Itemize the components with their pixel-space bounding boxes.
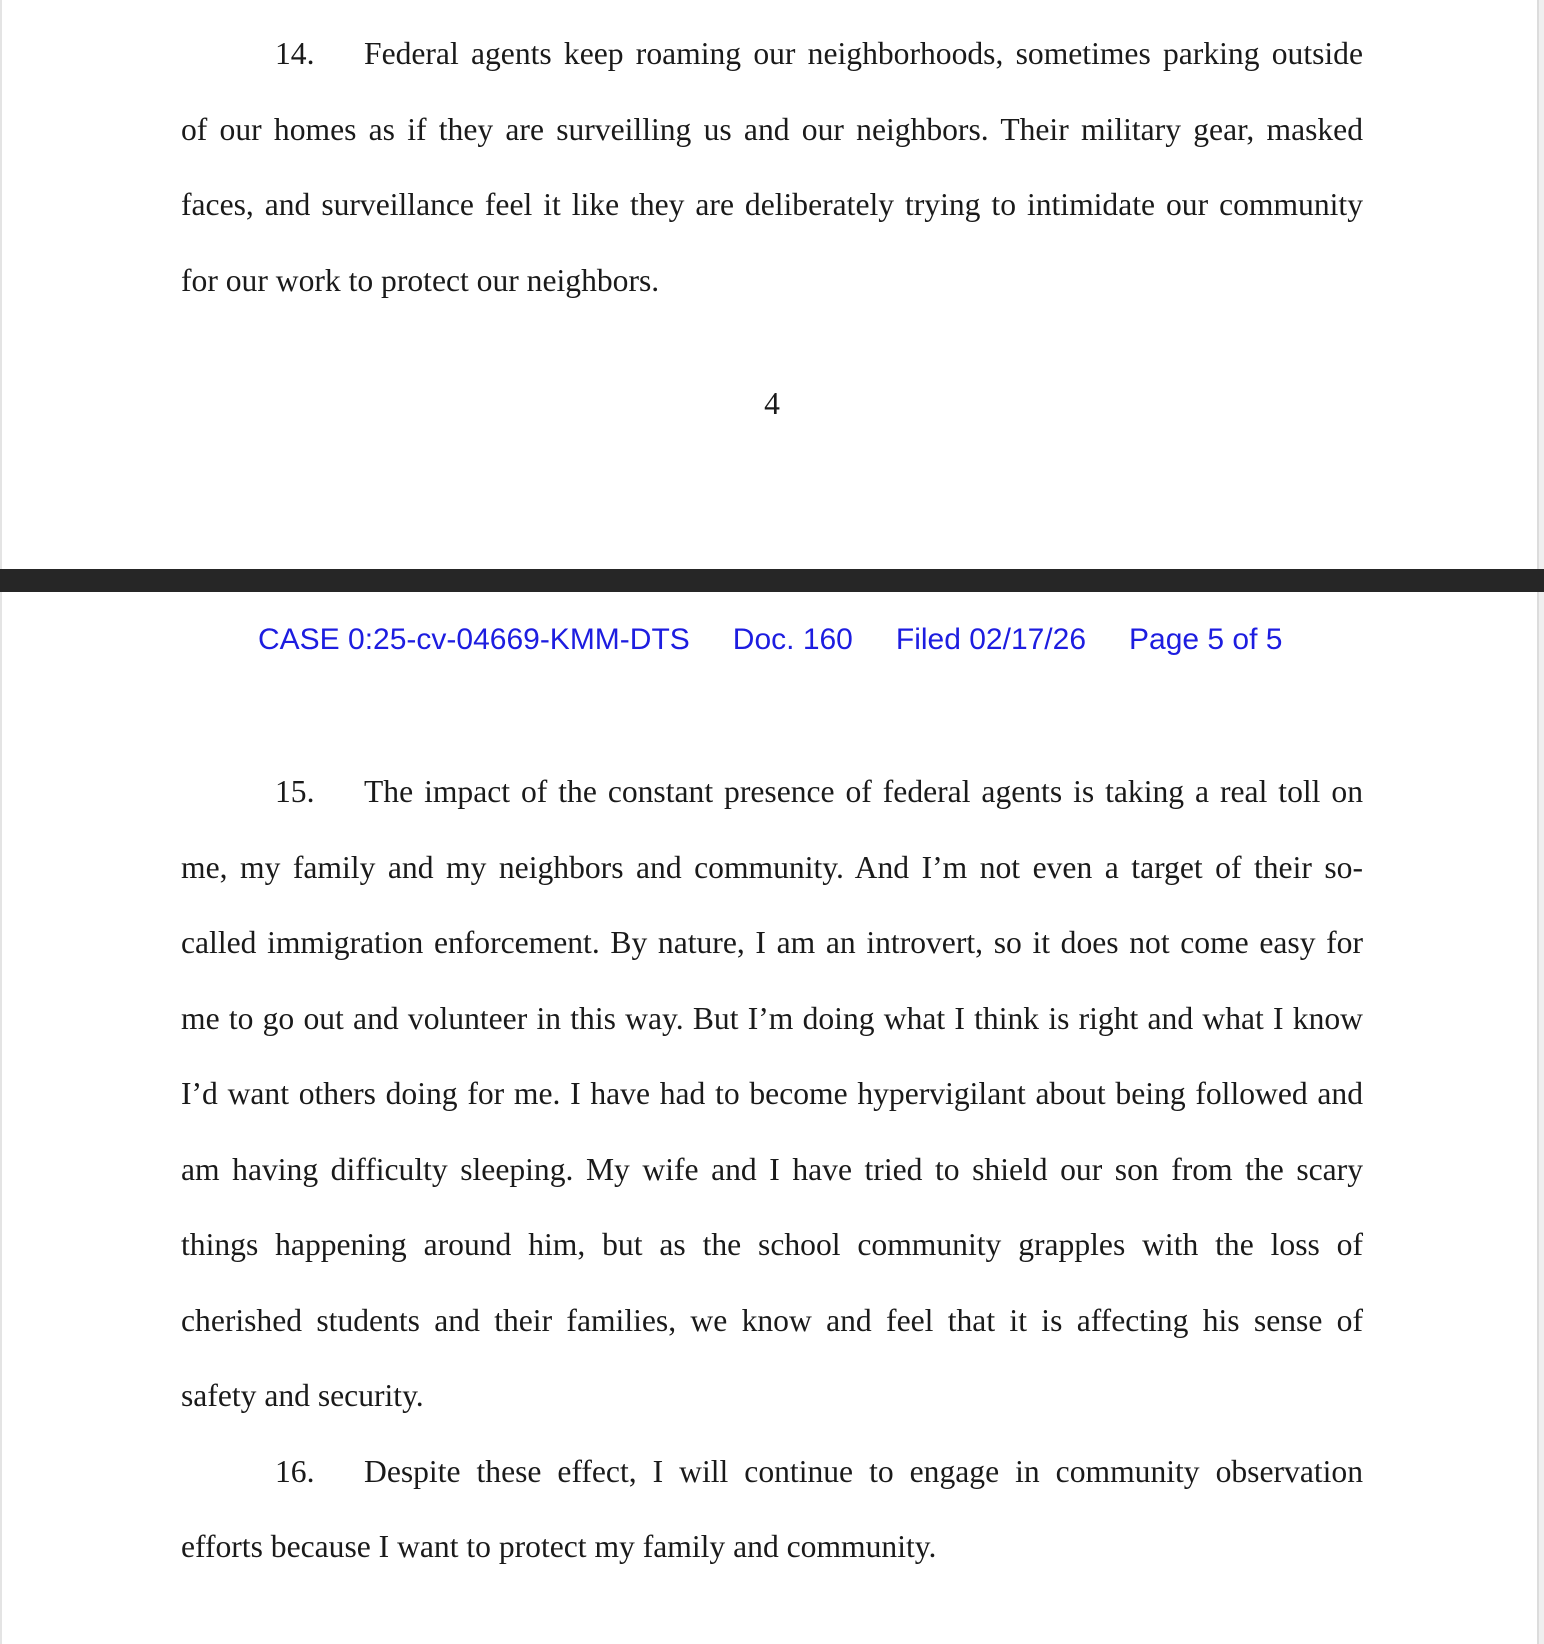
paragraph-line: faces, and surveillance feel it like they are deliberately trying to intimidate our community <box>181 187 1363 222</box>
paragraph-line: things happening around him, but as the school community grapples with the loss of <box>181 1227 1363 1262</box>
paragraph-line-text: The impact of the constant presence of federal agents is taking a real toll on <box>364 774 1363 809</box>
page-edge-left <box>0 0 2 1644</box>
paragraph-line: called immigration enforcement. By nature, I am an introvert, so it does not come easy for <box>181 925 1363 960</box>
previous-page-body <box>181 16 1363 318</box>
paragraph-line: of our homes as if they are surveilling us and our neighbors. Their military gear, masked <box>181 111 1363 147</box>
paragraph-line <box>181 754 1363 830</box>
paragraph-line: efforts because I want to protect my family and community. <box>181 1529 937 1564</box>
case-number: CASE 0:25-cv-04669-KMM-DTS <box>258 623 690 656</box>
filing-header <box>258 623 1282 657</box>
paragraph-15 <box>181 754 1363 1434</box>
paragraph-line: cherished students and their families, we know and feel that it is affecting his sense of <box>181 1302 1363 1338</box>
current-page-body <box>181 754 1363 1585</box>
page-break-divider <box>0 569 1544 592</box>
page-edge-right <box>1537 0 1544 1644</box>
paragraph-14 <box>181 16 1363 318</box>
page-count: Page 5 of 5 <box>1129 623 1283 656</box>
paragraph-line-text: Federal agents keep roaming our neighborhoods, sometimes parking outside <box>364 36 1363 71</box>
paragraph-line: safety and security. <box>181 1378 424 1413</box>
paragraph-number: 14. <box>275 36 315 71</box>
paragraph-number: 15. <box>275 774 315 809</box>
paragraph-line <box>181 1434 1363 1510</box>
paragraph-line: am having difficulty sleeping. My wife and I have tried to shield our son from the scary <box>181 1151 1363 1187</box>
paragraph-line: I’d want others doing for me. I have had to become hypervigilant about being followed and <box>181 1076 1363 1111</box>
paragraph-line: me to go out and volunteer in this way. But I’m doing what I think is right and what I know <box>181 1000 1363 1036</box>
paragraph-line <box>181 16 1363 92</box>
paragraph-line: me, my family and my neighbors and community. And I’m not even a target of their so- <box>181 849 1363 885</box>
paragraph-number: 16. <box>275 1453 315 1489</box>
paragraph-line: for our work to protect our neighbors. <box>181 262 660 298</box>
filed-date: Filed 02/17/26 <box>895 623 1087 656</box>
page-number: 4 <box>764 386 780 421</box>
paragraph-16 <box>181 1434 1363 1585</box>
document-number: Doc. 160 <box>732 623 853 656</box>
paragraph-line-text: Despite these effect, I will continue to engage in community observation <box>364 1453 1363 1489</box>
